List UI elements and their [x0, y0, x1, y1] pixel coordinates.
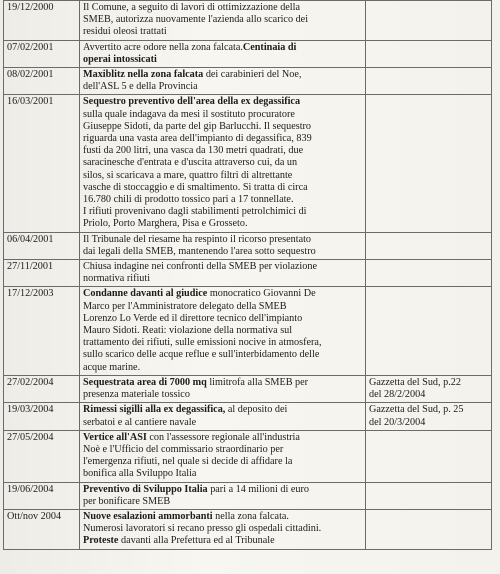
source-line: del 28/2/2004: [369, 389, 426, 401]
event-text: trattamento dei rifiuti, sulle emissioni nocive in atmosfera,: [83, 337, 322, 349]
event-text: con l'assessore regionale all'industria: [146, 431, 300, 443]
event-line: [83, 170, 362, 182]
event-cell: [80, 40, 366, 67]
event-line: [83, 109, 362, 121]
source-cell: [366, 482, 492, 509]
event-line: [83, 69, 362, 81]
date-cell: Ott/nov 2004: [4, 509, 80, 549]
event-line: [83, 145, 362, 157]
event-highlight: Proteste: [83, 535, 119, 547]
event-text: bonifica alla Sviluppo Italia: [83, 468, 197, 480]
event-line: [83, 404, 362, 416]
table-row: [4, 287, 492, 375]
event-line: [83, 2, 362, 14]
event-highlight: Sequestrata area di 7000 mq: [83, 376, 207, 388]
event-line: [83, 81, 362, 93]
event-text: normativa rifiuti: [83, 273, 151, 285]
event-line: [83, 54, 362, 66]
event-line: [83, 14, 362, 26]
event-text: per bonificare SMEB: [83, 495, 171, 507]
table-row: [4, 509, 492, 549]
event-text: l'emergenza rifiuti, nel quale si decide di affidare la: [83, 456, 293, 468]
event-line: [83, 182, 362, 194]
source-cell: [366, 375, 492, 402]
date-cell: 16/03/2001: [4, 95, 80, 232]
source-cell: [366, 260, 492, 287]
event-cell: [80, 68, 366, 95]
event-highlight: Vertice all'ASI: [83, 431, 147, 443]
event-line: [83, 194, 362, 206]
event-line: [83, 337, 362, 349]
table-row: [4, 482, 492, 509]
event-line: [83, 157, 362, 169]
table-row: [4, 375, 492, 402]
event-cell: [80, 1, 366, 41]
table-row: [4, 232, 492, 259]
event-text: 16.780 chili di prodotto tossico pari a 17 tonnellate.: [83, 194, 294, 206]
event-highlight: Preventivo di Sviluppo Italia: [83, 483, 208, 495]
table-row: [4, 403, 492, 430]
event-text: serbatoi e al cantiere navale: [83, 416, 197, 428]
event-text: acque marine.: [83, 361, 141, 373]
event-line: [83, 377, 362, 389]
event-text: pari a 14 milioni di euro: [207, 483, 309, 495]
event-line: [83, 389, 362, 401]
event-line: [83, 234, 362, 246]
event-text: Lorenzo Lo Verde ed il direttore tecnico dell'impianto: [83, 312, 303, 324]
event-text: Numerosi lavoratori si recano presso gli ospedali cittadini.: [83, 523, 322, 535]
event-cell: [80, 375, 366, 402]
date-cell: 19/03/2004: [4, 403, 80, 430]
event-text: al deposito dei: [225, 404, 288, 416]
event-line: [83, 121, 362, 133]
event-cell: [80, 95, 366, 232]
event-text: dei carabinieri del Noe,: [203, 69, 302, 81]
source-line: Gazzetta del Sud, p. 25: [369, 404, 464, 416]
event-text: Chiusa indagine nei confronti della SMEB per violazione: [83, 261, 317, 273]
event-text: nella zona falcata.: [212, 510, 289, 522]
event-line: [83, 496, 362, 508]
table-row: [4, 260, 492, 287]
event-text: dell'ASL 5 e della Provincia: [83, 81, 198, 93]
event-highlight: Nuove esalazioni ammorbanti: [83, 510, 213, 522]
date-cell: 17/12/2003: [4, 287, 80, 375]
chronology-body: [4, 1, 492, 550]
event-text: limitrofa alla SMEB per: [206, 376, 309, 388]
event-line: [83, 523, 362, 535]
date-cell: 27/11/2001: [4, 260, 80, 287]
event-line: [83, 261, 362, 273]
event-line: [83, 468, 362, 480]
event-text: fusti da 200 litri, una vasca da 130 metri quadrati, due: [83, 145, 304, 157]
table-row: [4, 40, 492, 67]
event-line: [83, 133, 362, 145]
event-cell: [80, 482, 366, 509]
event-line: [83, 444, 362, 456]
event-line: [83, 206, 362, 218]
event-cell: [80, 430, 366, 482]
event-highlight: Condanne davanti al giudice: [83, 288, 208, 300]
event-text: I rifiuti provenivano dagli stabilimenti petrolchimici di: [83, 206, 307, 218]
event-text: Avvertito acre odore nella zona falcata.: [83, 41, 243, 53]
event-line: [83, 313, 362, 325]
source-cell: [366, 40, 492, 67]
table-row: [4, 1, 492, 41]
event-highlight: operai intossicati: [83, 53, 157, 65]
event-text: silos, si scaricava a mare, quattro filtri di altrettante: [83, 169, 293, 181]
event-line: [83, 432, 362, 444]
table-row: [4, 68, 492, 95]
table-row: [4, 95, 492, 232]
event-text: Marco per l'Amministratore delegato della SMEB: [83, 300, 287, 312]
event-line: [83, 26, 362, 38]
event-line: [83, 362, 362, 374]
date-cell: 08/02/2001: [4, 68, 80, 95]
event-cell: [80, 509, 366, 549]
event-line: [83, 246, 362, 258]
event-text: residui oleosi trattati: [83, 26, 167, 38]
event-highlight: Rimessi sigilli alla ex degassifica,: [83, 404, 226, 416]
source-cell: [366, 403, 492, 430]
event-highlight: Centinaia di: [242, 41, 297, 53]
date-cell: 19/06/2004: [4, 482, 80, 509]
source-cell: [366, 95, 492, 232]
event-text: vasche di stoccaggio e di smaltimento. Si tratta di circa: [83, 181, 308, 193]
event-highlight: Maxiblitz nella zona falcata: [83, 69, 204, 81]
source-line: Gazzetta del Sud, p.22: [369, 376, 461, 388]
event-text: Mauro Sidoti. Reati: violazione della normativa sul: [83, 325, 293, 337]
source-line: del 20/3/2004: [369, 416, 426, 428]
event-text: monocratico Giovanni De: [207, 288, 316, 300]
event-text: sullo scarico delle acque reflue e sull'interbidamento delle: [83, 349, 320, 361]
event-line: [83, 42, 362, 54]
event-cell: [80, 403, 366, 430]
event-text: SMEB, autorizza nuovamente l'azienda allo scarico dei: [83, 14, 309, 26]
source-cell: [366, 430, 492, 482]
event-cell: [80, 232, 366, 259]
event-line: [83, 273, 362, 285]
event-text: Giuseppe Sidoti, da parte del gip Barlucchi. Il sequestro: [83, 120, 312, 132]
event-line: [83, 456, 362, 468]
date-cell: 27/05/2004: [4, 430, 80, 482]
event-line: [83, 484, 362, 496]
event-text: riguarda una vasta area dell'impianto di degassifica, 839: [83, 133, 312, 145]
event-text: Il Tribunale del riesame ha respinto il ricorso presentato: [83, 233, 312, 245]
chronology-table: [3, 0, 492, 550]
table-row: [4, 430, 492, 482]
event-text: Priolo, Porto Marghera, Pisa e Grosseto.: [83, 218, 248, 230]
event-line: [83, 301, 362, 313]
event-highlight: Sequestro preventivo dell'area della ex degassifica: [83, 96, 301, 108]
event-line: [83, 218, 362, 230]
event-text: presenza materiale tossico: [83, 389, 190, 401]
source-cell: [366, 509, 492, 549]
source-cell: [366, 1, 492, 41]
date-cell: 19/12/2000: [4, 1, 80, 41]
event-line: [83, 325, 362, 337]
date-cell: 27/02/2004: [4, 375, 80, 402]
event-line: [83, 96, 362, 108]
event-text: Il Comune, a seguito di lavori di ottimizzazione della: [83, 2, 300, 13]
event-text: sulla quale indagava da mesi il sostituto procuratore: [83, 108, 295, 120]
event-line: [83, 511, 362, 523]
event-text: Noè e l'Ufficio del commissario straordinario per: [83, 443, 284, 455]
event-text: davanti alla Prefettura ed al Tribunale: [118, 535, 275, 547]
date-cell: 06/04/2001: [4, 232, 80, 259]
event-line: [83, 535, 362, 547]
event-line: [83, 417, 362, 429]
event-line: [83, 349, 362, 361]
source-cell: [366, 68, 492, 95]
date-cell: 07/02/2001: [4, 40, 80, 67]
event-cell: [80, 287, 366, 375]
source-cell: [366, 232, 492, 259]
event-line: [83, 288, 362, 300]
source-cell: [366, 287, 492, 375]
event-text: dai legali della SMEB, mantenendo l'area sotto sequestro: [83, 245, 316, 257]
event-cell: [80, 260, 366, 287]
event-text: saracinesche d'entrata e d'uscita attraverso cui, da un: [83, 157, 298, 169]
